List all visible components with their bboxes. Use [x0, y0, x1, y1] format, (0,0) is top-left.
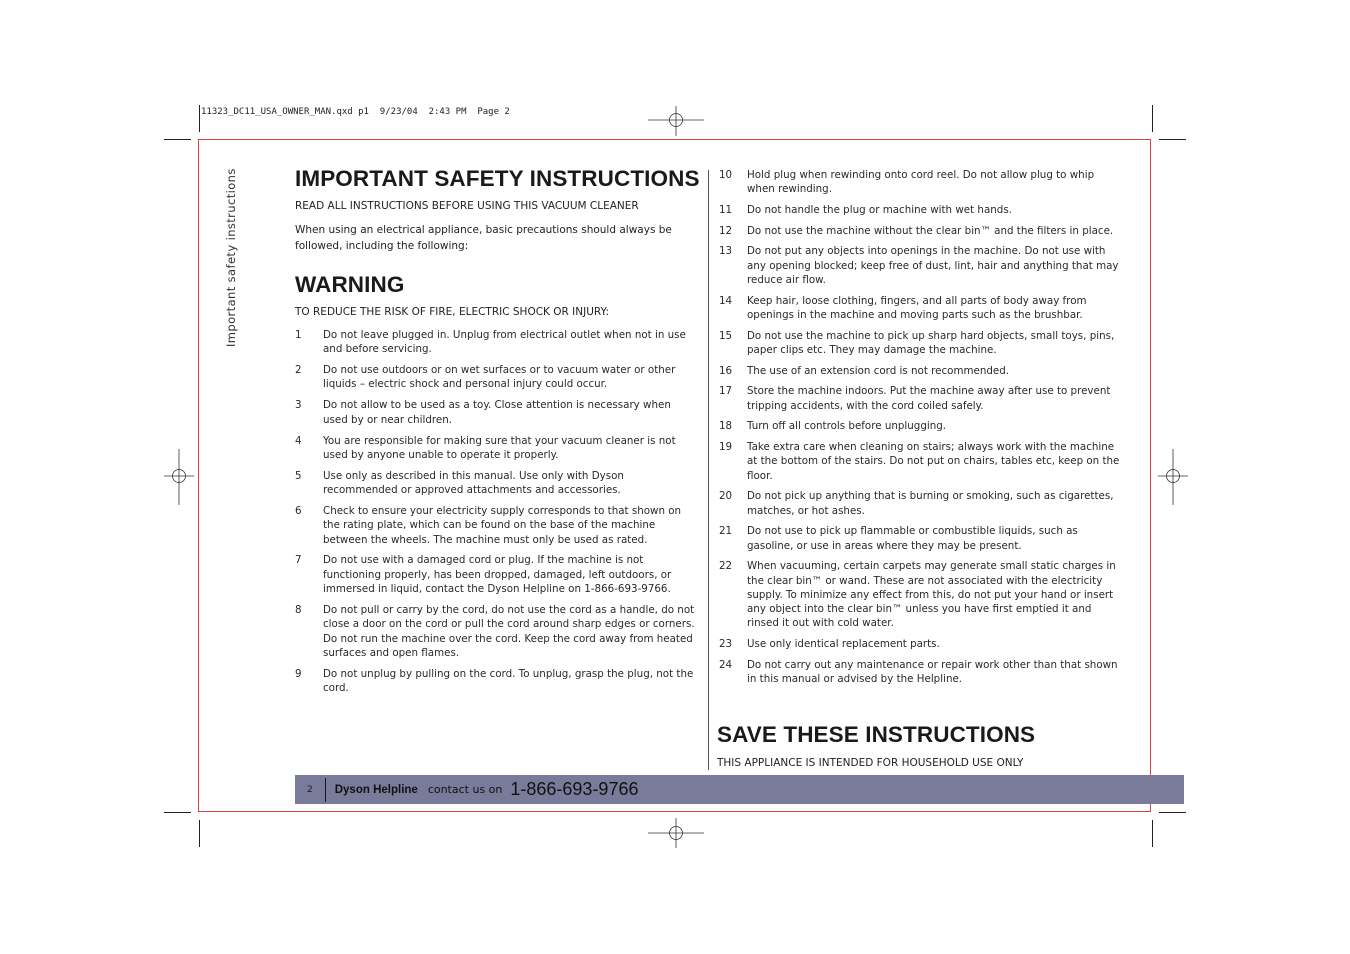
list-item: 2 Do not use outdoors or on wet surfaces or to vacuum water or other liquids – electric shock and personal injury could occur. [295, 364, 676, 391]
helpline-footer-bar [295, 775, 1184, 804]
registration-mark-bottom [648, 818, 704, 848]
safety-subtitle: READ ALL INSTRUCTIONS BEFORE USING THIS VACUUM CLEANER [295, 200, 639, 212]
list-item: 21 Do not use to pick up flammable or combustible liquids, such as gasoline, or use in areas where they may be present. [719, 525, 1078, 552]
side-section-label: Important safety instructions [224, 168, 238, 347]
right-column [719, 168, 1121, 693]
list-item: 5 Use only as described in this manual. Use only with Dyson recommended or approved attachments and accessories. [295, 469, 624, 497]
list-item: 7 Do not use with a damaged cord or plug. If the machine is not functioning properly, has been dropped, damaged, left outdoors, or immersed in liquid, contact the Dyson Helpline on 1-866-693-9766. [295, 554, 672, 596]
safety-title: IMPORTANT SAFETY INSTRUCTIONS [295, 166, 700, 191]
helpline-phone: 1-866-693-9766 [510, 779, 639, 799]
safety-intro: When using an electrical appliance, basic precautions should always be followed, including the following: [295, 224, 672, 252]
list-item: 17 Store the machine indoors. Put the machine away after use to prevent tripping accidents, with the cord coiled safely. [719, 385, 1111, 412]
list-item: 10 Hold plug when rewinding onto cord reel. Do not allow plug to whip when rewinding. [719, 169, 1095, 196]
list-item: 15 Do not use the machine to pick up sharp hard objects, small toys, pins, paper clips etc. They may damage the machine. [719, 329, 1115, 356]
list-item: 4 You are responsible for making sure that your vacuum cleaner is not used by anyone unable to operate it properly. [295, 434, 676, 461]
list-item: 9 Do not unplug by pulling on the cord. To unplug, grasp the plug, not the cord. [295, 667, 694, 694]
list-item: 6 Check to ensure your electricity supply corresponds to that shown on the rating plate, which can be found on the base of the machine between the wheels. The machine must only be used as rated. [295, 504, 682, 546]
print-slug-line: 11323_DC11_USA_OWNER_MAN.qxd p1 9/23/04 2:43 PM Page 2 [201, 107, 510, 117]
list-item: 23 Use only identical replacement parts. [719, 638, 940, 651]
contact-label: contact us on [427, 783, 503, 796]
save-instructions-block [717, 722, 1035, 769]
list-item: 14 Keep hair, loose clothing, fingers, and all parts of body away from openings in the machine and moving parts such as the brushbar. [719, 294, 1087, 321]
crop-mark [164, 812, 191, 813]
save-title: SAVE THESE INSTRUCTIONS [717, 722, 1036, 747]
list-item: 12 Do not use the machine without the clear bin™ and the filters in place. [719, 224, 1114, 237]
crop-mark [1159, 812, 1186, 813]
list-item: 18 Turn off all controls before unplugging. [719, 420, 947, 433]
column-divider [708, 170, 709, 770]
list-item: 16 The use of an extension cord is not recommended. [719, 364, 1010, 377]
crop-mark [1152, 820, 1153, 847]
crop-mark [1152, 105, 1153, 132]
list-item: 24 Do not carry out any maintenance or repair work other than that shown in this manual or advised by the Helpline. [719, 658, 1118, 686]
crop-mark [199, 105, 200, 132]
instruction-list-left [295, 328, 697, 695]
list-item: 8 Do not pull or carry by the cord, do not use the cord as a handle, do not close a door on the cord or pull the cord around sharp edges or corners. Do not run the machine over the cord. Keep the cord away from heated surfaces and open flames. [295, 603, 695, 659]
crop-mark [199, 820, 200, 847]
crop-mark [1159, 139, 1186, 140]
warning-subtitle: TO REDUCE THE RISK OF FIRE, ELECTRIC SHOCK OR INJURY: [295, 306, 610, 318]
instruction-list-right [719, 168, 1121, 686]
warning-title: WARNING [295, 272, 405, 297]
list-item: 11 Do not handle the plug or machine with wet hands. [719, 203, 1012, 216]
save-subtitle: THIS APPLIANCE IS INTENDED FOR HOUSEHOLD USE ONLY [717, 757, 1024, 769]
list-item: 13 Do not put any objects into openings in the machine. Do not use with any opening blocked; keep free of dust, lint, hair and anything that may reduce air flow. [719, 245, 1119, 286]
registration-mark-top [648, 106, 704, 136]
list-item: 1 Do not leave plugged in. Unplug from electrical outlet when not in use and before servicing. [295, 329, 686, 356]
list-item: 3 Do not allow to be used as a toy. Close attention is necessary when used by or near children. [295, 399, 671, 426]
helpline-label: Dyson Helpline [334, 783, 418, 796]
footer-separator [325, 778, 326, 802]
crop-mark [164, 139, 191, 140]
list-item: 22 When vacuuming, certain carpets may generate small static charges in the clear bin™ or wand. These are not associated with the electricity supply. To minimize any effect from this, do not put your hand or insert any object into the clear bin™ unless you have first emptied it and rinsed it out with cold water. [719, 560, 1116, 630]
registration-mark-left [164, 449, 194, 505]
list-item: 20 Do not pick up anything that is burning or smoking, such as cigarettes, matches, or hot ashes. [719, 490, 1114, 517]
left-column [295, 166, 700, 702]
list-item: 19 Take extra care when cleaning on stairs; always work with the machine at the bottom of the stairs. Do not put on chairs, tables etc, keep on the floor. [719, 440, 1120, 482]
registration-mark-right [1158, 449, 1188, 505]
page-number: 2 [307, 784, 313, 795]
